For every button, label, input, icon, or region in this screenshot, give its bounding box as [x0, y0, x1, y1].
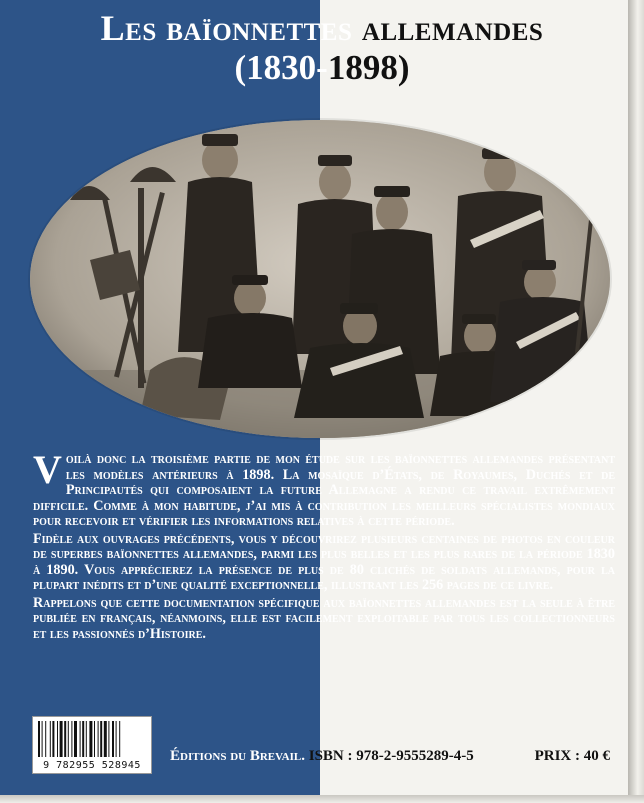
barcode-bar	[42, 721, 43, 757]
title-part-white: Les baïonnettes	[100, 8, 353, 48]
publisher-name: Éditions du Brevail.	[170, 748, 305, 764]
paragraph-2	[33, 532, 615, 594]
price: PRIX : 40 €	[534, 748, 610, 764]
barcode-bar	[86, 721, 87, 757]
barcode-bar	[108, 721, 109, 757]
years-start: (1830	[234, 48, 317, 87]
barcode-digits: 9 782955 528945	[43, 760, 141, 771]
barcode-bar	[50, 721, 51, 757]
barcode-bar	[89, 721, 92, 757]
soldiers-photograph	[30, 120, 610, 438]
book-edge	[628, 0, 644, 803]
paragraph-3	[33, 596, 615, 643]
title-part-black: allemandes	[361, 8, 544, 48]
barcode-bar	[112, 721, 114, 757]
barcode-bar	[52, 721, 54, 757]
description-text	[33, 447, 615, 644]
barcode-bar	[64, 721, 66, 757]
barcode-bar	[82, 721, 84, 757]
years-dash: -	[316, 48, 328, 87]
barcode-bar	[116, 721, 117, 757]
barcode-bar	[94, 721, 95, 757]
barcode-bar	[104, 721, 107, 757]
barcode-bar	[45, 721, 46, 757]
years-end: 1898)	[327, 48, 410, 87]
sepia-photo-illustration	[30, 120, 610, 438]
book-years	[0, 48, 628, 88]
barcode-bar	[119, 721, 120, 757]
barcode-bar	[98, 721, 99, 757]
barcode-bar	[74, 721, 77, 757]
isbn-barcode	[32, 716, 152, 774]
barcode-bar	[71, 721, 72, 757]
isbn-number: ISBN : 978-2-9555289-4-5	[308, 748, 474, 764]
footer	[170, 748, 610, 765]
book-title	[0, 6, 628, 50]
paragraph-2-text: Fidèle aux ouvrages précédents, vous y découvrirez plusieurs centaines de photos en couleur de superbes baïonnettes allemandes, parmi les plus belles et les plus rares de la période 1830 à 1890. Vous apprécierez la présence de plus de 80 clichés de soldats allemands, pour la plupart inédits et d’une qualité exceptionnelle, illustrant les 256 pages de ce livre.	[33, 530, 615, 593]
barcode-bar	[38, 721, 40, 757]
drop-cap: V	[33, 447, 62, 492]
paragraph-1-text: oilà donc la troisième partie de mon étude sur les baïonnettes allemandes présentant les modèles antérieurs à 1898. La mosaïque d’États, de Royaumes, Duchés et de Principautés qui composaient la future Allemagne a rendu ce travail extrêmement difficile. Comme à mon habitude, j’ai mis à contribution les meilleurs spécialistes mondiaux pour recevoir et vérifier les informations relatives à cette période.	[33, 451, 615, 529]
barcode-bar	[80, 721, 81, 757]
paragraph-3-text: Rappelons que cette documentation spécifique aux baïonnettes allemandes est la seule à être publiée en français, néanmoins, elle est facilement exploitable par tous les collectionneurs et les passionnés d’Histoire.	[33, 594, 615, 642]
barcode-bar	[60, 721, 63, 757]
barcode-bars-icon	[38, 721, 146, 757]
barcode-bar	[100, 721, 102, 757]
barcode-bar	[57, 721, 58, 757]
paragraph-1	[33, 447, 615, 530]
barcode-bar	[68, 721, 69, 757]
book-bottom-edge	[0, 795, 644, 803]
